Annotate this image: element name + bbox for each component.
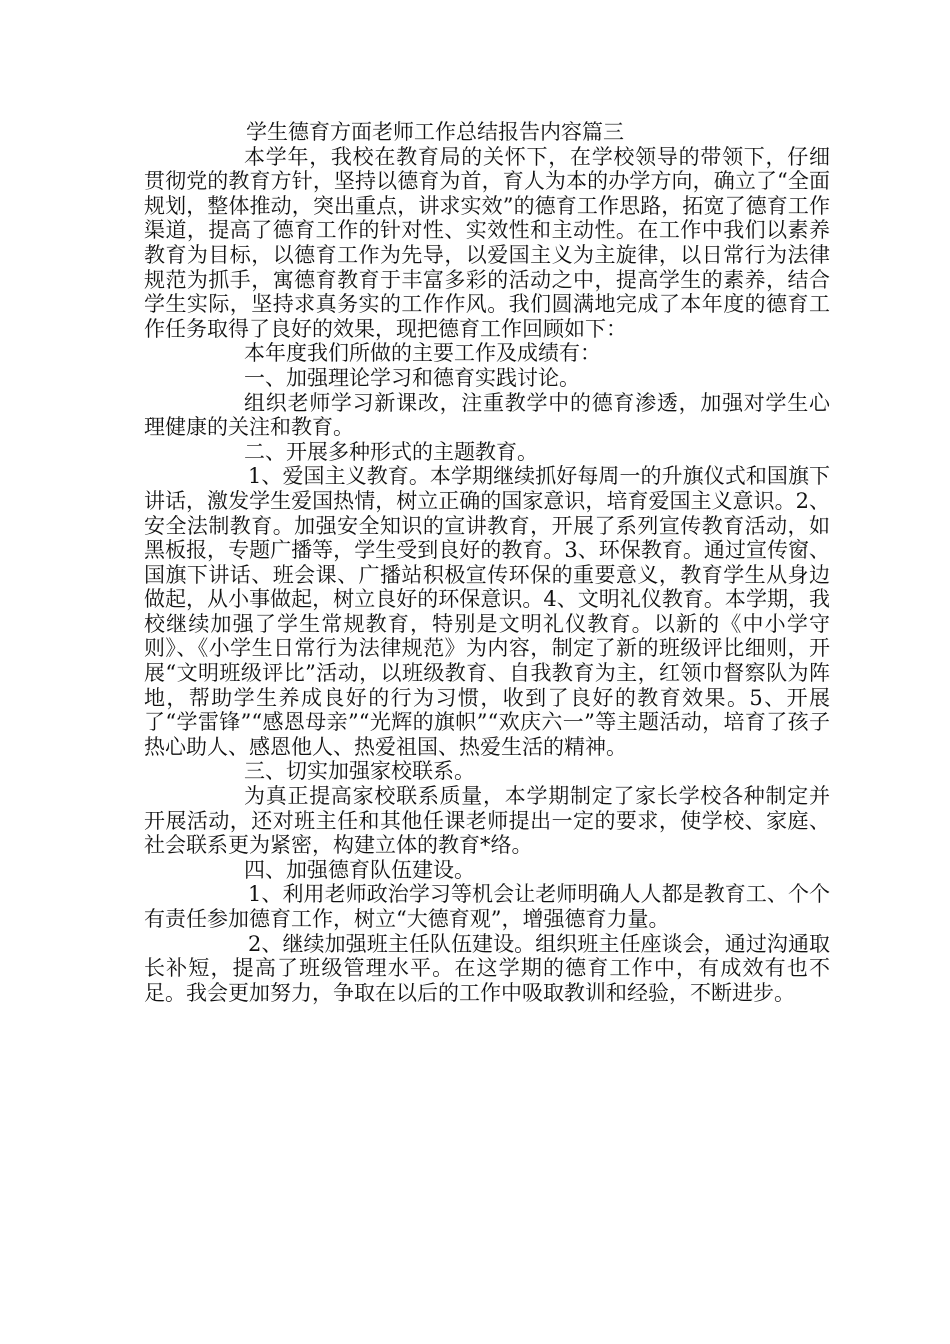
paragraph-section-2: 1、爱国主义教育。本学期继续抓好每周一的升旗仪式和国旗下讲话，激发学生爱国热情，树立正确的国家意识，培育爱国主义意识。2、安全法制教育。加强安全知识的宣讲教育，开展了系列宣传教育活动，如黑板报，专题广播等，学生受到良好的教育。3、环保教育。通过宣传窗、国旗下讲话、班会课、广播站积极宣传环保的重要意义，教育学生从身边做起，从小事做起，树立良好的环保意识。4、文明礼仪教育。本学期，我校继续加强了学生常规教育，特别是文明礼仪教育。以新的《中小学守则》、《小学生日常行为法律规范》为内容，制定了新的班级评比细则，开展“文明班级评比”活动，以班级教育、自我教育为主，红领巾督察队为阵地，帮助学生养成良好的行为习惯，收到了良好的教育效果。5、开展了“学雷锋”“感恩母亲”“光辉的旗帜”“欢庆六一”等主题活动，培育了孩子热心助人、感恩他人、热爱祖国、热爱生活的精神。 [144, 464, 830, 759]
section-heading-3: 三、切实加强家校联系。 [244, 759, 475, 784]
paragraph-section-3: 为真正提高家校联系质量，本学期制定了家长学校各种制定并开展活动，还对班主任和其他任课老师提出一定的要求，使学校、家庭、社会联系更为紧密，构建立体的教育*络。 [144, 784, 830, 858]
section-heading-1: 一、加强理论学习和德育实践讨论。 [244, 365, 580, 390]
paragraph-section-4-item-1: 1、利用老师政治学习等机会让老师明确人人都是教育工、个个有责任参加德育工作，树立“大德育观”，增强德育力量。 [144, 882, 830, 931]
paragraph-section-1: 组织老师学习新课改，注重教学中的德育渗透，加强对学生心理健康的关注和教育。 [144, 390, 830, 440]
paragraph-section-4-item-2: 2、继续加强班主任队伍建设。组织班主任座谈会，通过沟通取长补短，提高了班级管理水平。在这学期的德育工作中，有成效有也不足。我会更加努力，争取在以后的工作中吸取教训和经验，不断进步。 [144, 931, 830, 1005]
section-heading-2: 二、开展多种形式的主题教育。 [244, 439, 538, 464]
document-title: 学生德育方面老师工作总结报告内容篇三 [246, 120, 624, 144]
paragraph-main-work: 本年度我们所做的主要工作及成绩有： [244, 341, 601, 366]
section-heading-4: 四、加强德育队伍建设。 [244, 857, 475, 882]
document-body [144, 120, 830, 1005]
paragraph-intro: 本学年，我校在教育局的关怀下，在学校领导的带领下，仔细贯彻党的教育方针，坚持以德育为首，育人为本的办学方向，确立了“全面规划，整体推动，突出重点，讲求实效”的德育工作思路，拓宽了德育工作渠道，提高了德育工作的针对性、实效性和主动性。在工作中我们以素养教育为目标，以德育工作为先导，以爱国主义为主旋律，以日常行为法律规范为抓手，寓德育教育于丰富多彩的活动之中，提高学生的素养，结合学生实际，坚持求真务实的工作作风。我们圆满地完成了本年度的德育工作任务取得了良好的效果，现把德育工作回顾如下： [144, 144, 830, 341]
